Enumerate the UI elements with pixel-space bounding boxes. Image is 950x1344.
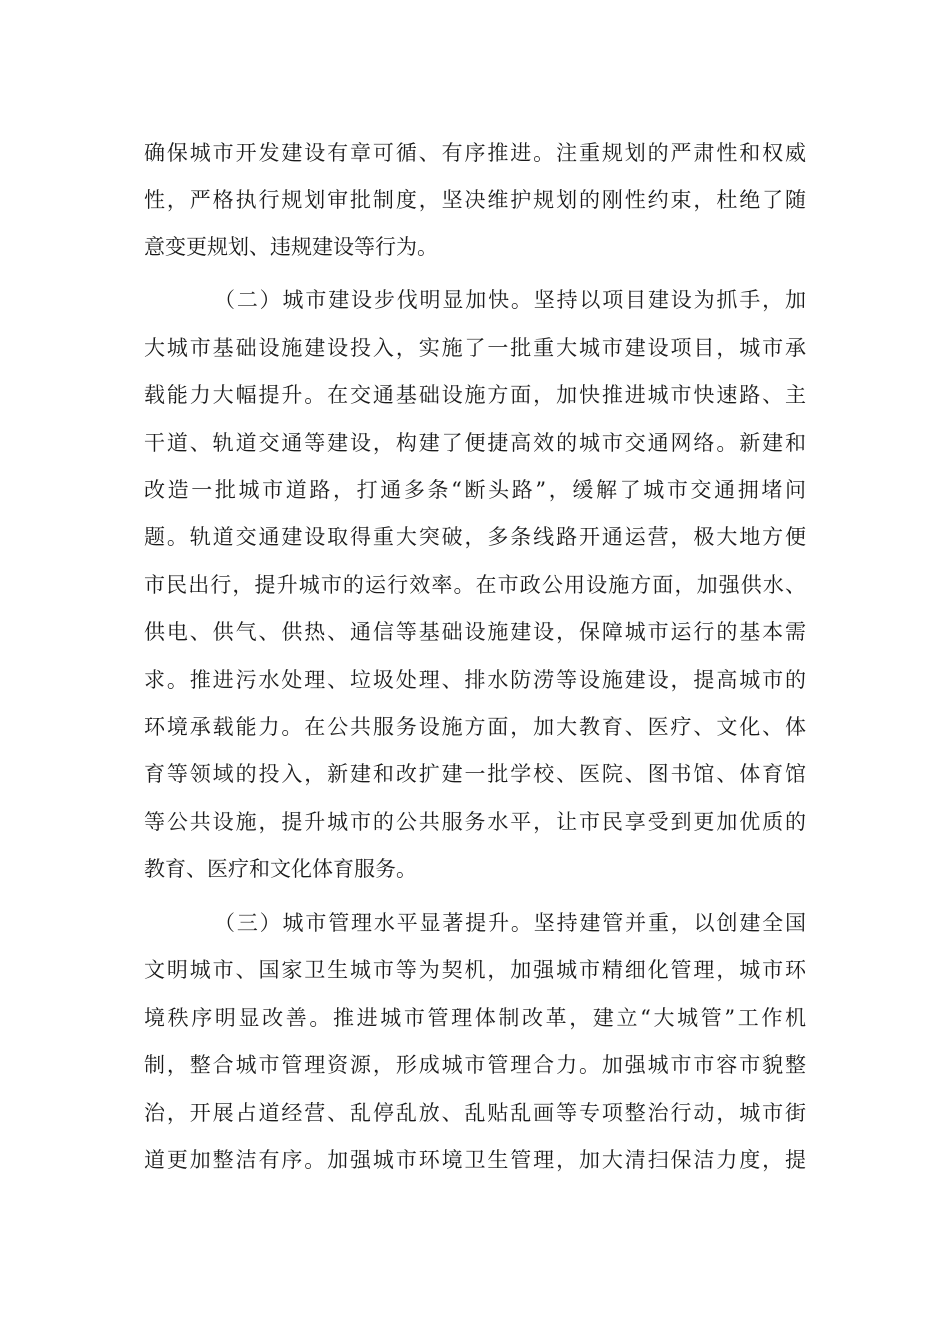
text-line: 大城市基础设施建设投入，实施了一批重大城市建设项目，城市承 <box>144 336 806 360</box>
text-line: 文明城市、国家卫生城市等为契机，加强城市精细化管理，城市环 <box>144 958 806 982</box>
text-line: 题。轨道交通建设取得重大突破，多条线路开通运营，极大地方便 <box>144 525 806 549</box>
text-line: 意变更规划、违规建设等行为。 <box>144 235 438 259</box>
text-line: 确保城市开发建设有章可循、有序推进。注重规划的严肃性和权威 <box>144 141 806 165</box>
text-line: 制，整合城市管理资源，形成城市管理合力。加强城市市容市貌整 <box>144 1053 806 1077</box>
text-line: 求。推进污水处理、垃圾处理、排水防涝等设施建设，提高城市的 <box>144 668 806 692</box>
text-line: 等公共设施，提升城市的公共服务水平，让市民享受到更加优质的 <box>144 810 806 834</box>
text-line: 治，开展占道经营、乱停乱放、乱贴乱画等专项整治行动，城市街 <box>144 1101 806 1125</box>
text-line: （三）城市管理水平显著提升。坚持建管并重，以创建全国 <box>214 911 806 935</box>
text-line: 境秩序明显改善。推进城市管理体制改革，建立“大城管”工作机 <box>144 1006 806 1030</box>
text-line: 性，严格执行规划审批制度，坚决维护规划的刚性约束，杜绝了随 <box>144 188 806 212</box>
text-line: （二）城市建设步伐明显加快。坚持以项目建设为抓手，加 <box>214 288 806 312</box>
text-line: 环境承载能力。在公共服务设施方面，加大教育、医疗、文化、体 <box>144 715 806 739</box>
text-line: 市民出行，提升城市的运行效率。在市政公用设施方面，加强供水、 <box>144 573 806 597</box>
text-line: 供电、供气、供热、通信等基础设施建设，保障城市运行的基本需 <box>144 620 806 644</box>
text-line: 载能力大幅提升。在交通基础设施方面，加快推进城市快速路、主 <box>144 383 806 407</box>
text-line: 教育、医疗和文化体育服务。 <box>144 857 417 881</box>
text-line: 干道、轨道交通等建设，构建了便捷高效的城市交通网络。新建和 <box>144 431 806 455</box>
text-line: 改造一批城市道路，打通多条“断头路”，缓解了城市交通拥堵问 <box>144 478 806 502</box>
text-line: 道更加整洁有序。加强城市环境卫生管理，加大清扫保洁力度，提 <box>144 1148 806 1172</box>
text-line: 育等领域的投入，新建和改扩建一批学校、医院、图书馆、体育馆 <box>144 762 806 786</box>
